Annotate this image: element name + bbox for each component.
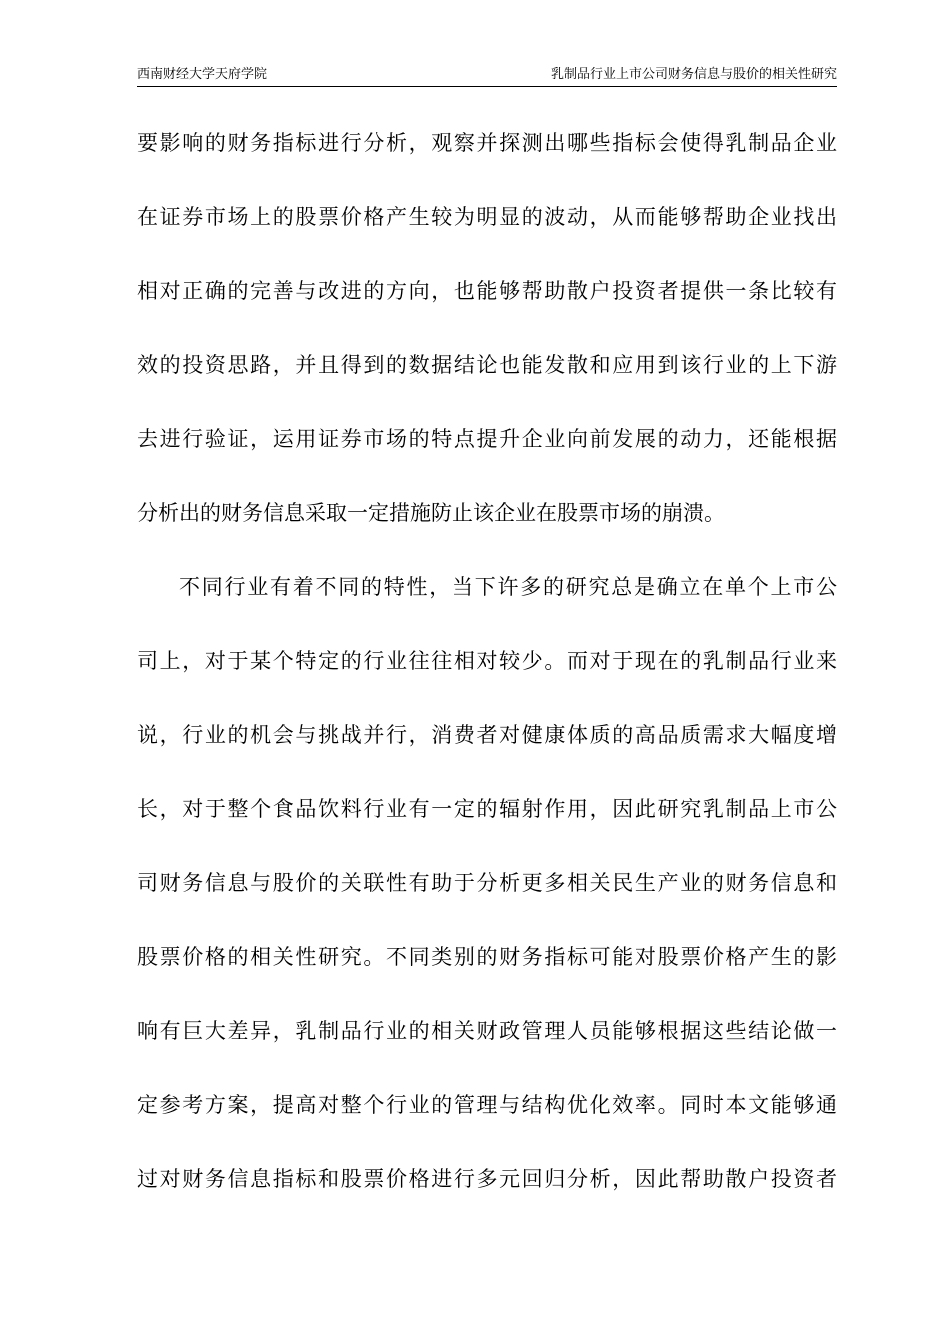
text-line: 相对正确的完善与改进的方向，也能够帮助散户投资者提供一条比较有 [137,279,837,303]
text-line: 过对财务信息指标和股票价格进行多元回归分析，因此帮助散户投资者 [137,1167,837,1191]
text-line: 不同行业有着不同的特性，当下许多的研究总是确立在单个上市公 [179,575,837,599]
text-line: 效的投资思路，并且得到的数据结论也能发散和应用到该行业的上下游 [137,353,837,377]
text-line: 分析出的财务信息采取一定措施防止该企业在股票市场的崩溃。 [137,501,725,525]
text-line: 股票价格的相关性研究。不同类别的财务指标可能对股票价格产生的影 [137,945,837,969]
text-line: 要影响的财务指标进行分析，观察并探测出哪些指标会使得乳制品企业 [137,131,837,155]
text-line: 长，对于整个食品饮料行业有一定的辐射作用，因此研究乳制品上市公 [137,797,837,821]
text-line: 定参考方案，提高对整个行业的管理与结构优化效率。同时本文能够通 [137,1093,837,1117]
text-line: 去进行验证，运用证券市场的特点提升企业向前发展的动力，还能根据 [137,427,837,451]
text-line: 司财务信息与股价的关联性有助于分析更多相关民生产业的财务信息和 [137,871,837,895]
text-line: 响有巨大差异，乳制品行业的相关财政管理人员能够根据这些结论做一 [137,1019,837,1043]
header-paper-title: 乳制品行业上市公司财务信息与股价的相关性研究 [550,67,837,82]
header-institution: 西南财经大学天府学院 [137,67,268,82]
paragraph [137,550,837,1216]
text-line: 在证券市场上的股票价格产生较为明显的波动，从而能够帮助企业找出 [137,205,837,229]
running-header [137,64,837,87]
text-line: 司上，对于某个特定的行业往往相对较少。而对于现在的乳制品行业来 [137,649,837,673]
body-text [137,106,837,1216]
paragraph [137,106,837,550]
text-line: 说，行业的机会与挑战并行，消费者对健康体质的高品质需求大幅度增 [137,723,837,747]
